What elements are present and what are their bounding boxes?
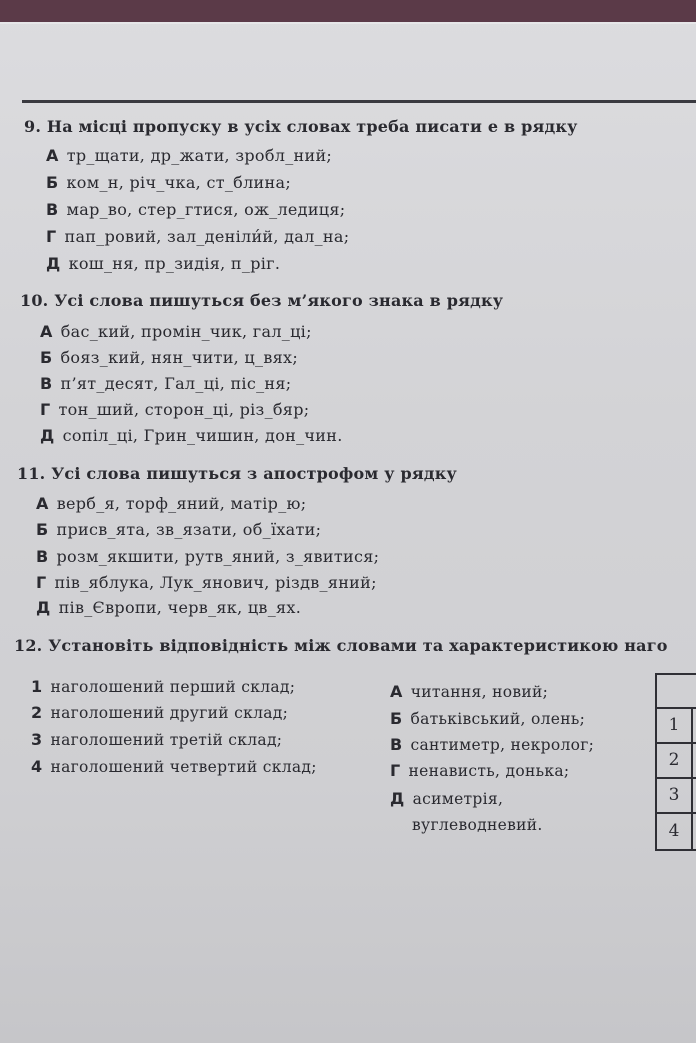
q12-right-item-e: Д асиметрія, <box>390 789 504 808</box>
background-strip <box>0 0 696 22</box>
q10-option-a: А бас_кий, промін_чик, гал_ці; <box>40 322 312 341</box>
q10-option-c: В п’ят_десят, Гал_ці, піс_ня; <box>40 374 292 393</box>
q11-option-b: Б присв_ята, зв_язати, об_їхати; <box>36 520 322 539</box>
answer-grid-row <box>657 707 696 742</box>
q12-left-item-1: 1 наголошений перший склад; <box>31 677 296 696</box>
q10-option-d: Г тон_ший, сторон_ці, різ_бяр; <box>40 400 310 419</box>
q9-option-c: В мар_во, стер_гтися, ож_ледиця; <box>46 200 346 219</box>
answer-grid-row-label: 3 <box>657 779 693 812</box>
question-11-title: 11. Усі слова пишуться з апострофом у рядку <box>17 464 457 483</box>
q9-option-a: А тр_щати, др_жати, зробл_ний; <box>46 146 333 165</box>
answer-grid-row <box>657 777 696 812</box>
answer-grid-row <box>657 742 696 777</box>
q12-left-item-2: 2 наголошений другий склад; <box>31 703 289 722</box>
q12-right-item-a: А читання, новий; <box>390 682 549 701</box>
q11-option-e: Д пів_Європи, черв_як, цв_ях. <box>36 598 302 617</box>
q11-option-c: В розм_якшити, рутв_яний, з_явитися; <box>36 547 380 566</box>
q10-option-e: Д сопіл_ці, Грин_чишин, дон_чин. <box>40 426 343 445</box>
page-edge <box>0 22 696 24</box>
q10-option-b: Б бояз_кий, нян_чити, ц_вях; <box>40 348 299 367</box>
question-10-title: 10. Усі слова пишуться без м’якого знака в рядку <box>20 291 504 310</box>
q12-right-item-d: Г ненависть, донька; <box>390 761 570 780</box>
q12-left-item-4: 4 наголошений четвертий склад; <box>31 757 317 776</box>
q11-option-d: Г пів_яблука, Лук_янович, різдв_яний; <box>36 573 377 592</box>
answer-grid-row-label: 2 <box>657 744 693 777</box>
q9-option-d: Г пап_ровий, зал_деніли́й, дал_на; <box>46 227 350 246</box>
q11-option-a: А верб_я, торф_яний, матір_ю; <box>36 494 307 513</box>
section-divider <box>22 100 696 103</box>
q12-right-item-e-cont: вуглеводневий. <box>412 816 543 834</box>
q9-option-b: Б ком_н, річ_чка, ст_блина; <box>46 173 292 192</box>
question-12-title: 12. Установіть відповідність між словами та характеристикою наго <box>14 636 668 655</box>
answer-grid-row <box>657 812 696 849</box>
answer-grid <box>655 673 696 851</box>
q9-option-e: Д кош_ня, пр_зидія, п_ріг. <box>46 254 281 273</box>
answer-grid-row-label: 4 <box>657 814 693 849</box>
question-9-title: 9. На місці пропуску в усіх словах треба писати е в рядку <box>24 117 578 136</box>
q12-right-item-c: В сантиметр, некролог; <box>390 735 595 754</box>
q12-right-item-b: Б батьківський, олень; <box>390 709 586 728</box>
answer-grid-row-label: 1 <box>657 709 693 742</box>
q12-left-item-3: 3 наголошений третій склад; <box>31 730 283 749</box>
